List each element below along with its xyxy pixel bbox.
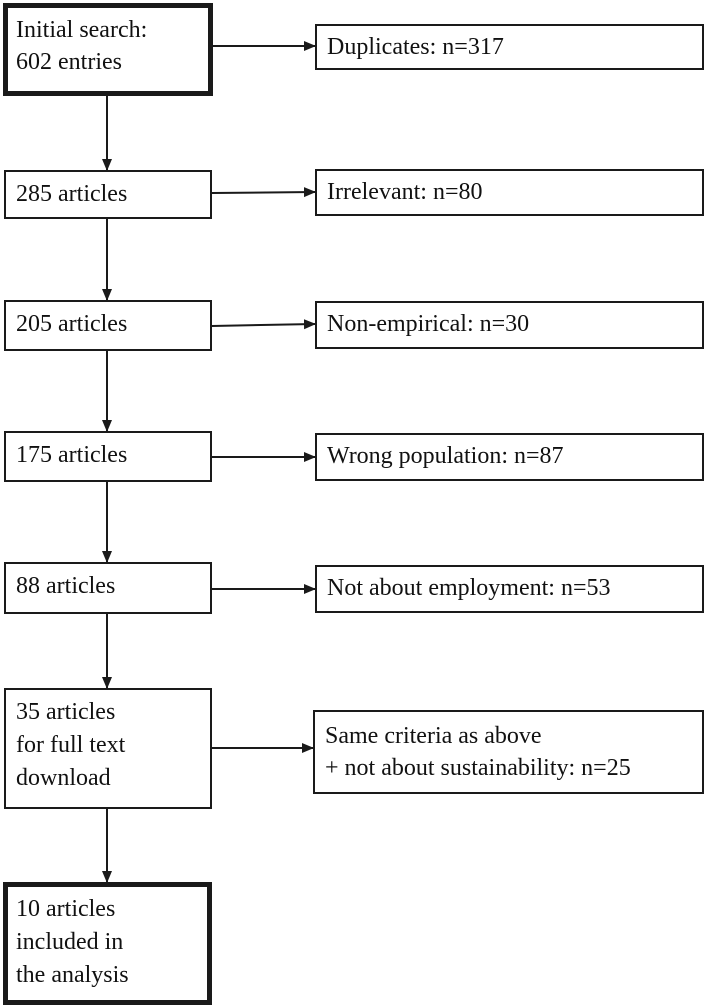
exclusion-text: Same criteria as above [325, 723, 542, 749]
exclusion-arrow-3 [212, 324, 315, 326]
step-text: 175 articles [16, 442, 128, 468]
exclusion-text: Duplicates: n=317 [327, 34, 504, 60]
step-text: Initial search: [16, 17, 148, 43]
step-text: 88 articles [16, 573, 116, 599]
exclusion-text: Irrelevant: n=80 [327, 179, 483, 205]
exclusion-not-employment [315, 565, 704, 613]
step-text: 205 articles [16, 311, 128, 337]
step-text: 602 entries [16, 49, 122, 75]
exclusion-arrow-2 [212, 192, 315, 193]
step-text: 285 articles [16, 181, 128, 207]
step-text: included in [16, 929, 124, 955]
step-text: 35 articles [16, 699, 116, 725]
step-175-articles [4, 431, 212, 482]
exclusion-duplicates [315, 24, 704, 70]
step-35-articles [4, 688, 212, 809]
step-285-articles [4, 170, 212, 219]
step-initial-search [3, 3, 213, 96]
step-text: the analysis [16, 962, 129, 988]
exclusion-irrelevant [315, 169, 704, 216]
step-88-articles [4, 562, 212, 614]
exclusion-text: + not about sustainability: n=25 [325, 755, 631, 781]
step-text: 10 articles [16, 896, 116, 922]
step-205-articles [4, 300, 212, 351]
step-final-included [3, 882, 212, 1005]
step-text: for full text [16, 732, 126, 758]
exclusion-text: Wrong population: n=87 [327, 443, 564, 469]
step-text: download [16, 765, 111, 791]
exclusion-wrong-population [315, 433, 704, 481]
exclusion-same-criteria [313, 710, 704, 794]
exclusion-text: Non-empirical: n=30 [327, 311, 530, 337]
exclusion-non-empirical [315, 301, 704, 349]
exclusion-text: Not about employment: n=53 [327, 575, 611, 601]
